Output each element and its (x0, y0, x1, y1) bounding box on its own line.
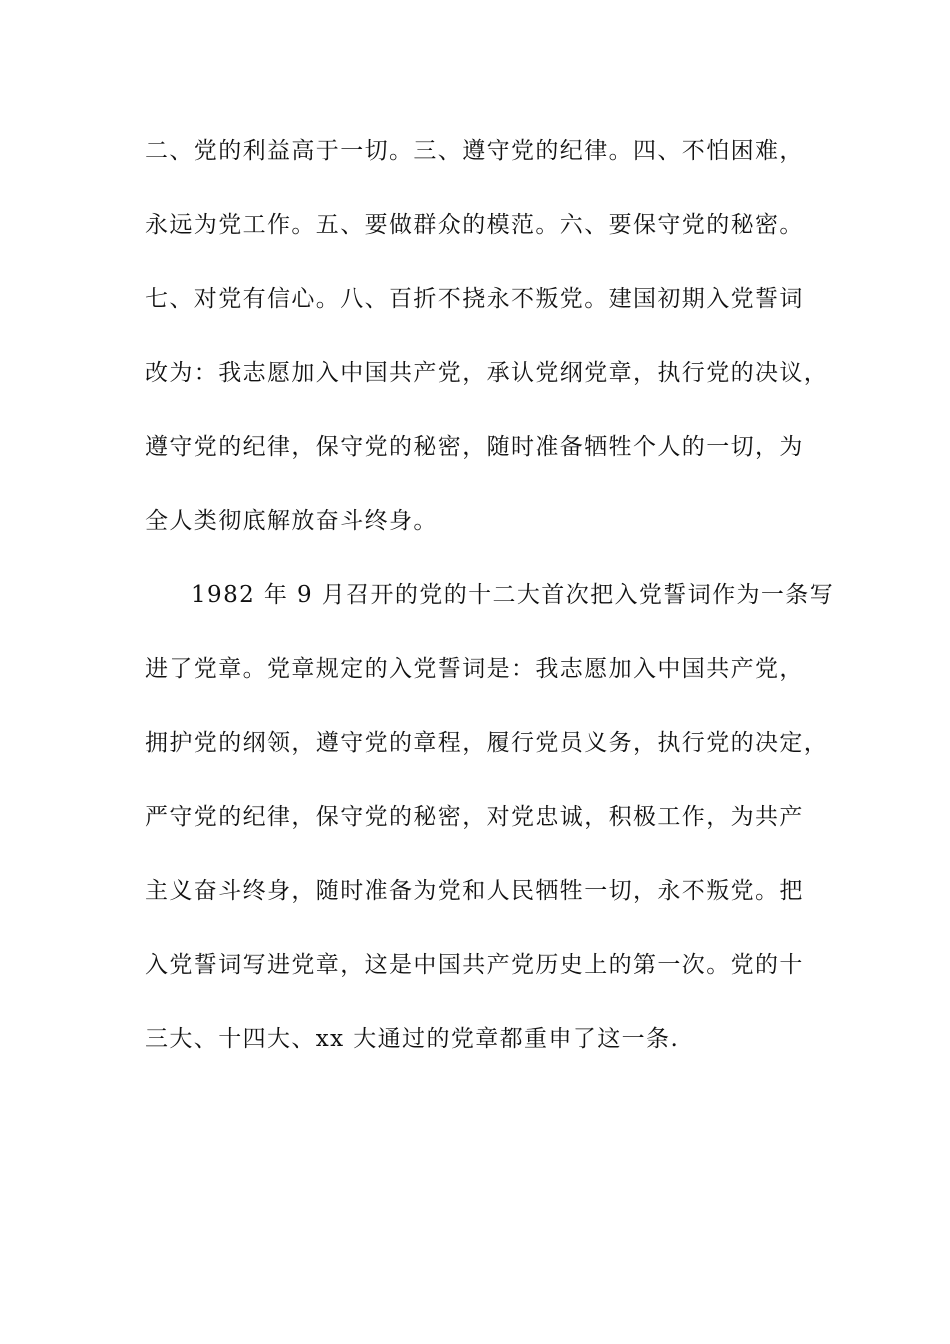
body-text (145, 128, 835, 1090)
text-line: 全人类彻底解放奋斗终身。 (145, 508, 438, 534)
text-line: 主义奋斗终身，随时准备为党和人民牺牲一切，永不叛党。把 (145, 878, 804, 904)
text-line: 二、党的利益高于一切。三、遵守党的纪律。四、不怕困难， (145, 138, 804, 164)
text-line: 永远为党工作。五、要做群众的模范。六、要保守党的秘密。 (145, 212, 804, 238)
paragraph-oath-history (145, 128, 829, 572)
paragraph-1982-constitution (145, 572, 835, 1090)
text-line: 拥护党的纲领，遵守党的章程，履行党员义务，执行党的决定， (145, 730, 829, 756)
text-line: 三大、十四大、xx 大通过的党章都重申了这一条. (145, 1026, 680, 1052)
text-line: 遵守党的纪律，保守党的秘密，随时准备牺牲个人的一切，为 (145, 434, 804, 460)
text-line: 进了党章。党章规定的入党誓词是：我志愿加入中国共产党， (145, 656, 804, 682)
text-line: 严守党的纪律，保守党的秘密，对党忠诚，积极工作，为共产 (145, 804, 804, 830)
text-line: 改为：我志愿加入中国共产党，承认党纲党章，执行党的决议， (145, 360, 829, 386)
text-line: 1982 年 9 月召开的党的十二大首次把入党誓词作为一条写 (191, 582, 835, 608)
text-line: 七、对党有信心。八、百折不挠永不叛党。建国初期入党誓词 (145, 286, 804, 312)
text-line: 入党誓词写进党章，这是中国共产党历史上的第一次。党的十 (145, 952, 804, 978)
